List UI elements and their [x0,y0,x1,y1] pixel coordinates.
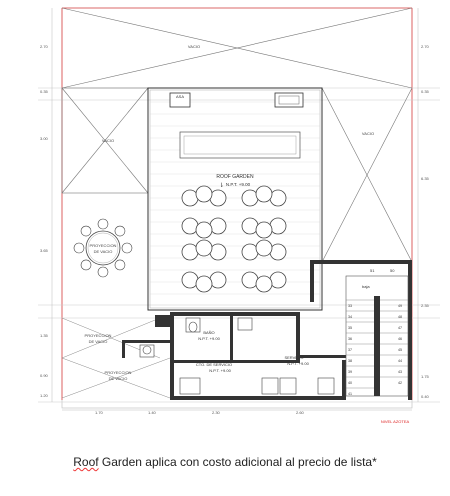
dimension-right: 0.40 [421,394,429,399]
chair [81,226,91,236]
grill-counter [275,93,303,107]
stair-number: 42 [398,381,402,385]
chair [210,272,226,288]
chair [182,218,198,234]
caption-rest: Garden aplica con costo adicional al precio de lista* [98,455,377,469]
dimension-bottom: 2.60 [296,410,304,415]
baja-label: baja [362,284,370,289]
chair [74,243,84,253]
proyeccion-label-1-a: PROYECCION [89,243,117,248]
bar-counter [180,132,300,158]
chair [115,260,125,270]
chair [242,190,258,206]
dimension-left: 2.70 [40,44,48,49]
vacio-left-label: VACIO [101,138,115,143]
proyeccion-label-3-b: DE VACIO [108,376,128,381]
chair [210,244,226,260]
stair-number: 37 [348,348,352,352]
asa-label: ASA [175,94,185,99]
dimension-right: 2.35 [421,303,429,308]
servicio-level: N.P.T. +9.00 [287,361,309,366]
dimension-right: 6.35 [421,176,429,181]
roof-garden-label: ROOF GARDEN [216,174,254,180]
dimension-bottom: 1.70 [95,410,103,415]
dimension-left: 3.00 [40,136,48,141]
chair [196,276,212,292]
chair [242,218,258,234]
nivel-azotea-label: NIVEL AZOTEA [380,419,410,424]
caption [0,455,450,469]
vacio-right-label: VACIO [361,131,375,136]
chair [98,267,108,277]
round-table-left [86,231,120,265]
chair [196,222,212,238]
proyeccion-label-2-a: PROYECCION [84,333,112,338]
stair-number: 50 [390,268,395,273]
chair [242,272,258,288]
servicio-label: SERVICIO [284,355,304,360]
stair-number: 40 [348,381,352,385]
chair [210,190,226,206]
caption-first-word: Roof [73,455,99,469]
dimension-left: 1.35 [40,333,48,338]
chair [256,186,272,202]
dimension-left: 0.35 [40,89,48,94]
dimension-left: 1.20 [40,393,48,398]
proyeccion-label-3-a: PROYECCION [104,370,132,375]
chair [256,276,272,292]
stair-number: 41 [348,392,352,396]
proyeccion-label-1-b: DE VACIO [93,249,113,254]
asa-box [170,93,190,107]
chair [182,190,198,206]
stair-number: 35 [348,326,352,330]
chair [196,240,212,256]
cto-servicio-level: N.P.T. +9.00 [209,368,231,373]
stair-number: 48 [398,315,402,319]
chair [270,190,286,206]
level-marker-icon: ⇂ [219,183,225,189]
stair-number: 38 [348,359,352,363]
dimension-left: 0.90 [40,373,48,378]
stair-number: 39 [348,370,352,374]
chair [182,272,198,288]
stair-number: 43 [398,370,402,374]
chair [210,218,226,234]
vacio-top-label: VACIO [187,44,201,49]
cto-servicio-label: CTO. DE SERVICIO [195,362,233,367]
stair-number: 46 [398,337,402,341]
stair-number: 45 [398,348,402,352]
chair [196,186,212,202]
chair [98,219,108,229]
dimension-left: 3.65 [40,248,48,253]
dimension-bottom: 2.30 [212,410,220,415]
bano-level: N.P.T. +9.00 [198,336,220,341]
chair [270,218,286,234]
dimension-right: 0.35 [421,89,429,94]
roof-garden-level: N.P.T. +9.00 [225,182,251,187]
chair [242,244,258,260]
chair [122,243,132,253]
bano-label: BAÑO [203,330,215,335]
dimension-right: 2.70 [421,44,429,49]
chair [270,244,286,260]
chair [256,240,272,256]
dimension-bottom: 1.40 [148,410,156,415]
stair-number: 36 [348,337,352,341]
proyeccion-label-2-b: DE VACIO [88,339,108,344]
stair-number: 49 [398,304,402,308]
chair [256,222,272,238]
dimension-right: 1.75 [421,374,429,379]
stair-number: 34 [348,315,352,319]
chair [81,260,91,270]
stair-number: 47 [398,326,402,330]
stair-number: 51 [370,268,375,273]
chair [182,244,198,260]
chair [270,272,286,288]
stair-number: 44 [398,359,402,363]
stair-number: 33 [348,304,352,308]
chair [115,226,125,236]
